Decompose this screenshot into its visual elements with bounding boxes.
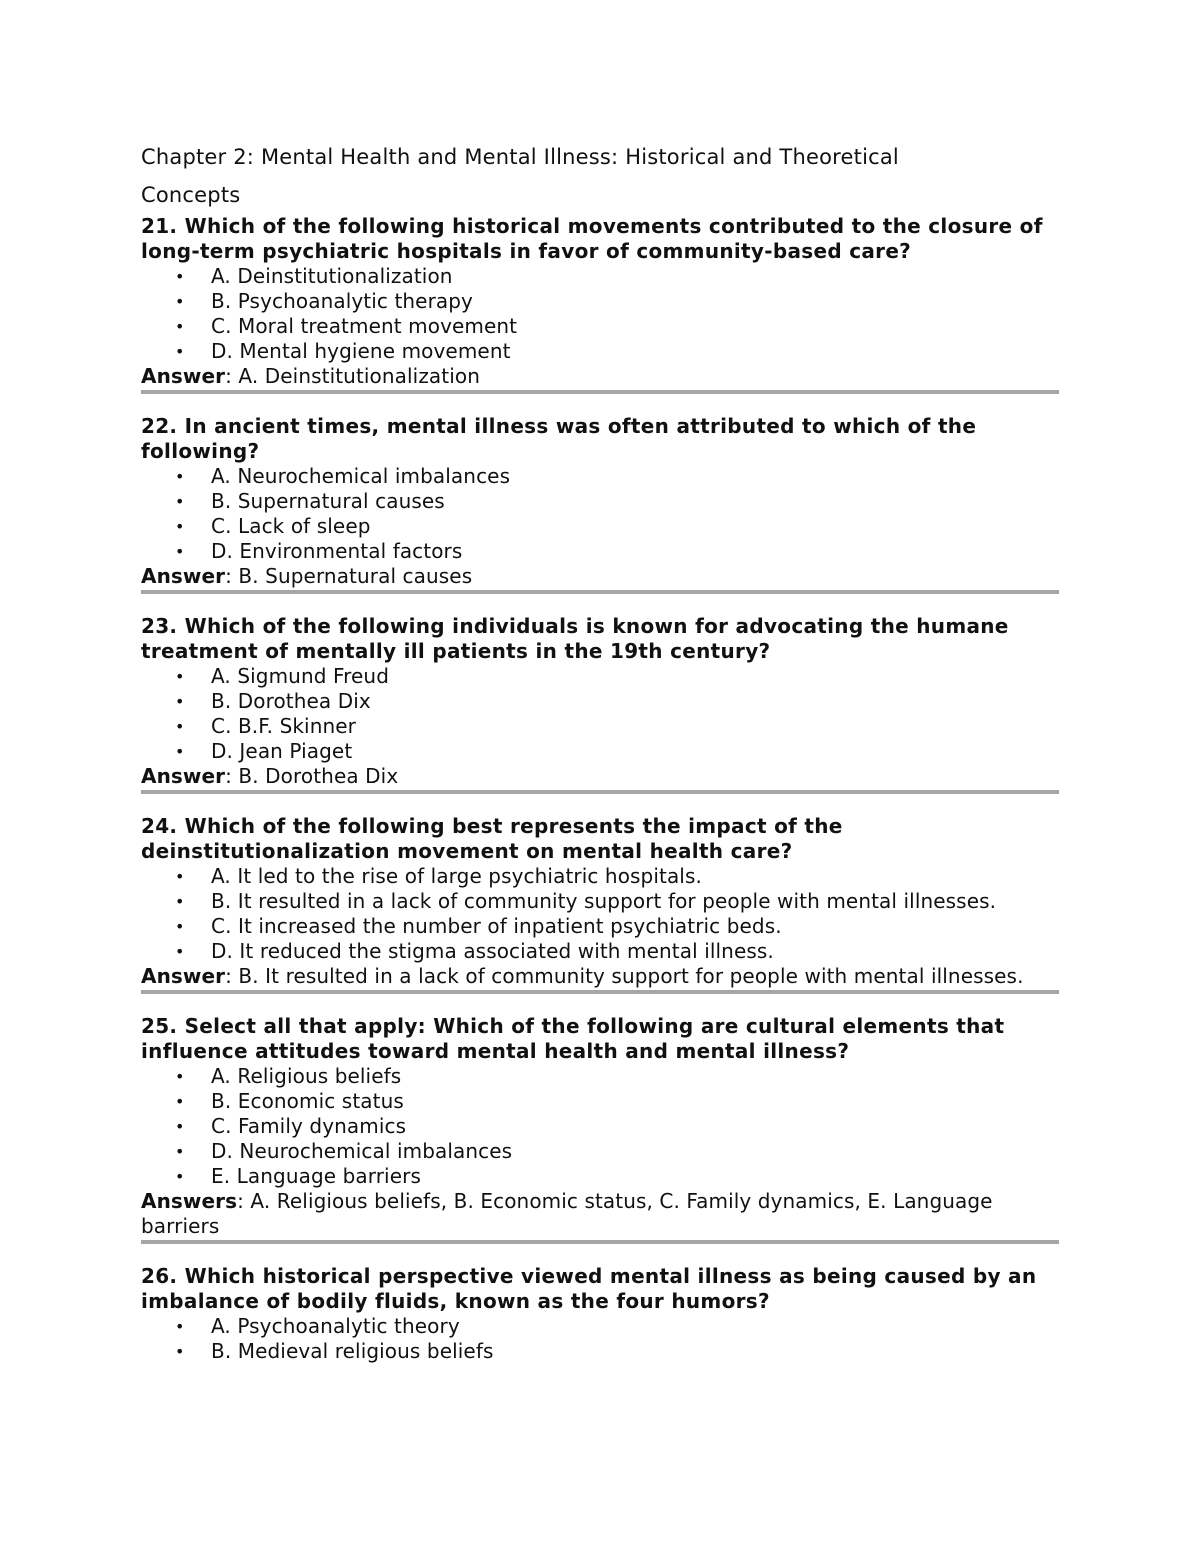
answer-text: : A. Religious beliefs, B. Economic status, C. Family dynamics, E. Language barriers [141, 1189, 993, 1238]
bullet-icon: • [175, 1142, 185, 1161]
option-label: A. It led to the rise of large psychiatric hospitals. [211, 864, 702, 888]
option-label: B. Supernatural causes [211, 489, 445, 513]
horizontal-divider [141, 590, 1059, 594]
bullet-icon: • [175, 467, 185, 486]
option-list [141, 664, 1059, 764]
option-item [141, 1089, 1059, 1114]
answer-label: Answers [141, 1189, 238, 1213]
bullet-icon: • [175, 492, 185, 511]
option-item [141, 1114, 1059, 1139]
question-22 [141, 414, 1059, 589]
option-list [141, 1314, 1059, 1364]
option-item [141, 514, 1059, 539]
horizontal-divider [141, 1240, 1059, 1244]
bullet-icon: • [175, 942, 185, 961]
option-item [141, 714, 1059, 739]
chapter-title-line-2: Concepts [141, 183, 241, 207]
document-page [141, 138, 1059, 1364]
option-item [141, 289, 1059, 314]
question-text: 24. Which of the following best represents the impact of the deinstitutionalization movement on mental health care? [141, 814, 843, 863]
option-item [141, 664, 1059, 689]
bullet-icon: • [175, 342, 185, 361]
option-label: B. It resulted in a lack of community support for people with mental illnesses. [211, 889, 997, 913]
option-item [141, 464, 1059, 489]
bullet-icon: • [175, 317, 185, 336]
question-text: 23. Which of the following individuals is known for advocating the humane treatment of mentally ill patients in the 19th century? [141, 614, 1009, 663]
option-label: C. It increased the number of inpatient psychiatric beds. [211, 914, 782, 938]
horizontal-divider [141, 390, 1059, 394]
option-item [141, 914, 1059, 939]
option-item [141, 1314, 1059, 1339]
option-label: B. Psychoanalytic therapy [211, 289, 473, 313]
bullet-icon: • [175, 917, 185, 936]
option-label: C. Moral treatment movement [211, 314, 518, 338]
answer-text: : B. Supernatural causes [225, 564, 473, 588]
bullet-icon: • [175, 892, 185, 911]
option-label: C. Lack of sleep [211, 514, 371, 538]
option-item [141, 889, 1059, 914]
question-23 [141, 614, 1059, 789]
option-item [141, 689, 1059, 714]
option-label: C. Family dynamics [211, 1114, 407, 1138]
option-label: D. Environmental factors [211, 539, 463, 563]
bullet-icon: • [175, 717, 185, 736]
question-text: 22. In ancient times, mental illness was often attributed to which of the following? [141, 414, 977, 463]
bullet-icon: • [175, 1317, 185, 1336]
option-item [141, 314, 1059, 339]
option-item [141, 489, 1059, 514]
option-item [141, 1064, 1059, 1089]
bullet-icon: • [175, 742, 185, 761]
bullet-icon: • [175, 1117, 185, 1136]
answer-label: Answer [141, 964, 226, 988]
bullet-icon: • [175, 867, 185, 886]
answer-text: : B. Dorothea Dix [225, 764, 399, 788]
bullet-icon: • [175, 1342, 185, 1361]
answer-text: : A. Deinstitutionalization [225, 364, 480, 388]
option-item [141, 264, 1059, 289]
option-label: A. Religious beliefs [211, 1064, 402, 1088]
option-label: A. Sigmund Freud [211, 664, 389, 688]
option-item [141, 739, 1059, 764]
answer-text: : B. It resulted in a lack of community support for people with mental illnesses. [225, 964, 1024, 988]
bullet-icon: • [175, 667, 185, 686]
option-item [141, 339, 1059, 364]
answer-label: Answer [141, 564, 226, 588]
option-list [141, 464, 1059, 564]
option-label: E. Language barriers [211, 1164, 421, 1188]
answer-line [141, 564, 1059, 589]
option-label: A. Neurochemical imbalances [211, 464, 511, 488]
question-text: 25. Select all that apply: Which of the following are cultural elements that influence attitudes toward mental health and mental illness? [141, 1014, 1005, 1063]
option-item [141, 1139, 1059, 1164]
option-item [141, 539, 1059, 564]
question-26 [141, 1264, 1059, 1364]
answer-line [141, 364, 1059, 389]
option-label: C. B.F. Skinner [211, 714, 356, 738]
option-list [141, 864, 1059, 964]
bullet-icon: • [175, 1167, 185, 1186]
question-25 [141, 1014, 1059, 1239]
option-label: D. It reduced the stigma associated with mental illness. [211, 939, 774, 963]
option-label: A. Deinstitutionalization [211, 264, 453, 288]
bullet-icon: • [175, 267, 185, 286]
answer-line [141, 964, 1059, 989]
bullet-icon: • [175, 542, 185, 561]
question-24 [141, 814, 1059, 989]
bullet-icon: • [175, 292, 185, 311]
bullet-icon: • [175, 1092, 185, 1111]
option-item [141, 864, 1059, 889]
question-21 [141, 214, 1059, 389]
question-text: 26. Which historical perspective viewed mental illness as being caused by an imbalance of bodily fluids, known as the four humors? [141, 1264, 1037, 1313]
option-label: A. Psychoanalytic theory [211, 1314, 460, 1338]
option-label: B. Economic status [211, 1089, 404, 1113]
option-label: D. Mental hygiene movement [211, 339, 511, 363]
option-label: D. Neurochemical imbalances [211, 1139, 513, 1163]
option-label: B. Medieval religious beliefs [211, 1339, 494, 1363]
option-list [141, 264, 1059, 364]
answer-label: Answer [141, 364, 226, 388]
option-item [141, 1339, 1059, 1364]
option-label: B. Dorothea Dix [211, 689, 371, 713]
option-item [141, 939, 1059, 964]
chapter-title-line-1: Chapter 2: Mental Health and Mental Illness: Historical and Theoretical [141, 145, 899, 169]
horizontal-divider [141, 790, 1059, 794]
option-label: D. Jean Piaget [211, 739, 353, 763]
bullet-icon: • [175, 1067, 185, 1086]
question-text: 21. Which of the following historical movements contributed to the closure of long-term psychiatric hospitals in favor of community-based care? [141, 214, 1043, 263]
answer-label: Answer [141, 764, 226, 788]
horizontal-divider [141, 990, 1059, 994]
option-list [141, 1064, 1059, 1189]
answer-line [141, 764, 1059, 789]
answer-line [141, 1189, 1059, 1239]
bullet-icon: • [175, 692, 185, 711]
bullet-icon: • [175, 517, 185, 536]
option-item [141, 1164, 1059, 1189]
